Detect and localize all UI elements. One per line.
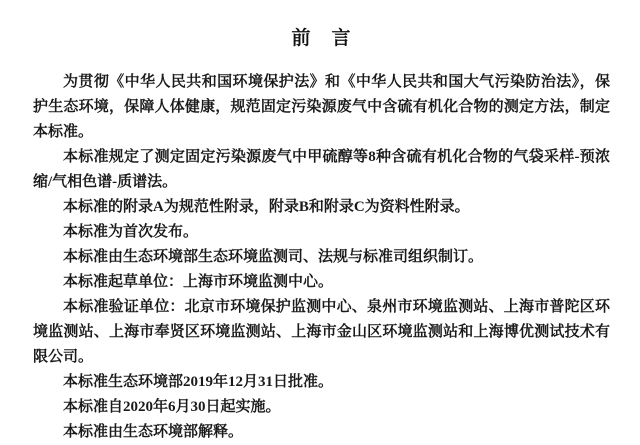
paragraph-interpretation: 本标准由生态环境部解释。 (63, 424, 244, 440)
paragraph-drafting-unit: 本标准起草单位：上海市环境监测中心。 (63, 274, 334, 290)
paragraph-first-release: 本标准为首次发布。 (63, 224, 199, 240)
paragraph-verification-units: 本标准验证单位：北京市环境保护监测中心、泉州市环境监测站、上海市普陀区环境监测站、上海市奉贤区环境监测站、上海市金山区环境监测站和上海博优测试技术有限公司。 (33, 299, 610, 365)
paragraph-purpose: 为贯彻《中华人民共和国环境保护法》和《中华人民共和国大气污染防治法》，保护生态环境，保障人体健康，规范固定污染源废气中含硫有机化合物的测定方法，制定本标准。 (33, 74, 610, 140)
paragraph-approval-date: 本标准生态环境部2019年12月31日批准。 (63, 374, 334, 390)
paragraph-organizer: 本标准由生态环境部生态环境监测司、法规与标准司组织制订。 (63, 249, 484, 265)
page-title: 前 言 (291, 28, 352, 49)
preface-body (33, 70, 610, 445)
paragraph-implementation-date: 本标准自2020年6月30日起实施。 (63, 399, 281, 415)
paragraph-scope: 本标准规定了测定固定污染源废气中甲硫醇等8种含硫有机化合物的气袋采样-预浓缩/气相色谱-质谱法。 (33, 149, 610, 190)
paragraph-appendices: 本标准的附录A为规范性附录，附录B和附录C为资料性附录。 (63, 199, 470, 215)
